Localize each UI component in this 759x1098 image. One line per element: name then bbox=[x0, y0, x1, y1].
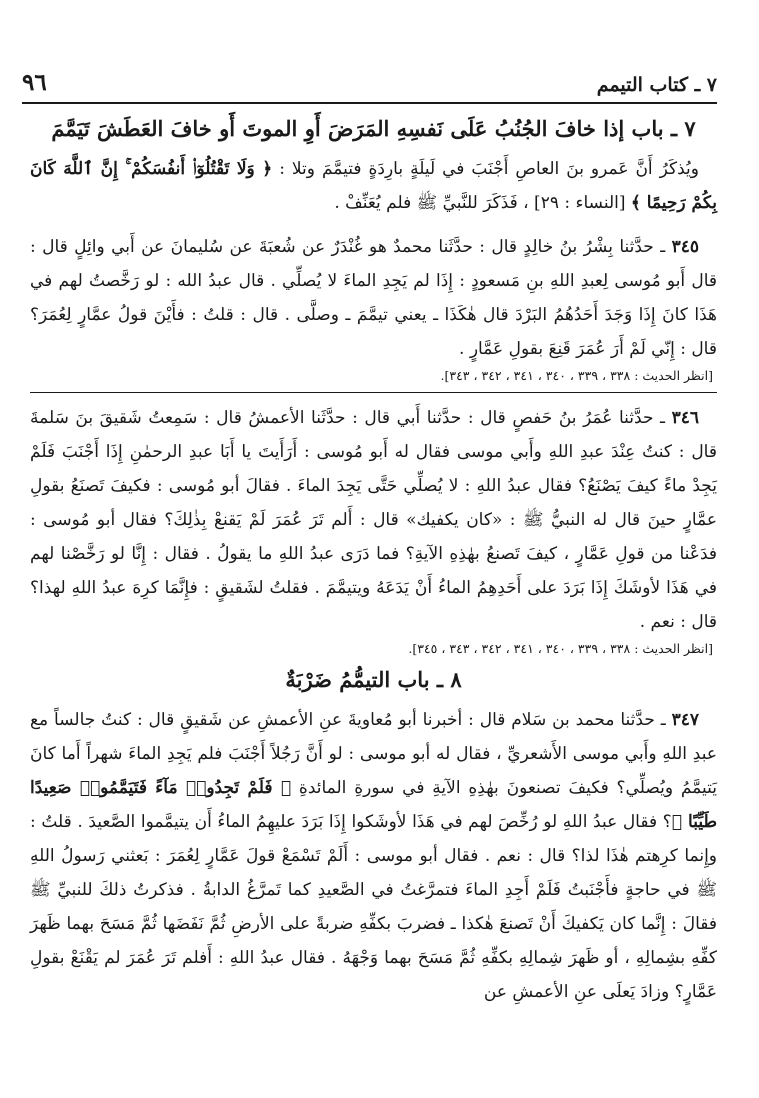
hadith-347-text-b: ؟ فقال عبدُ اللهِ لو رُخِّصَ لهم في هَذَا لأوشَكوا إِذَا بَرَدَ عليهِمُ الماءُ أَن يتيمَّموا الصَّعيدَ . قلتُ : وإِنما كرِهتم هٰذَا لذا؟ قال : نعم . فقال أبو موسى : أَلَمْ تَسْمَعْ قولَ عَمَّارٍ لِعُمَرَ : بَعثني رَسولُ اللهِ ﷺ في حاجةٍ فأَجْنَبتُ فَلَمْ أَجِدِ الماءَ فتمرَّغتُ في الصَّعيدِ كما تَمرَّغُ الدابةُ . فذكرتُ ذلكَ للنبيِّ ﷺ فقالَ : إِنَّما كان يَكفيكَ أَنْ تَصنعَ هٰكذا ـ فضربَ بكفِّهِ ضربةً على الأرضِ ثُمَّ نَفَضَها ثُمَّ مَسَحَ بهما ظَهرَ كفِّهِ بشِمالِهِ ، أو ظَهرَ شِمالِهِ بكفِّهِ ثُمَّ مَسَحَ بهما وَجْهَهُ . فقال عبدُ اللهِ : أَفلم تَرَ عُمَرَ لم يَقْنَعْ بقولِ عَمَّارٍ؟ وزادَ يَعلَى عنِ الأعمشِ عن bbox=[30, 812, 717, 1002]
page-number: ٩٦ bbox=[22, 69, 47, 96]
hadith-347-text-a: ـ حدَّثنا محمد بن سَلام قال : أخبرنا أبو مُعاويةَ عنِ الأعمشِ عن شَقيقٍ قال : كنتُ جالساً مع عبدِ اللهِ وأَبي موسى الأَشعريِّ ، فقال له أبو موسى : لو أَنَّ رَجُلاً أَجْنَبَ فلم يَجِدِ الماءَ شهراً أَما كانَ يَتيمَّمُ ويُصلِّي؟ فكيفَ تصنعونَ بهٰذِهِ الآيةِ في سورةِ المائدةِ bbox=[30, 710, 717, 798]
hadith-347 bbox=[30, 703, 717, 1009]
hadith-346-number: ٣٤٦ bbox=[671, 408, 700, 428]
hadith-345-crossref: [انظر الحديث : ٣٣٨ ، ٣٣٩ ، ٣٤٠ ، ٣٤١ ، ٣٤٢ ، ٣٤٣]. bbox=[440, 368, 713, 383]
chapter-7-heading: ٧ ـ باب إذا خافَ الجُنُبُ عَلَى نَفسِهِ المَرَضَ أَوِ الموتَ أَو خافَ العَطَشَ تَيَمَّمَ bbox=[51, 116, 696, 141]
hadith-347-number: ٣٤٧ bbox=[671, 710, 699, 730]
hadith-346 bbox=[30, 401, 717, 639]
quran-quote-maidah: ﴿ فَلَمْ تَجِدُوا۟ مَآءً فَتَيَمَّمُوا۟ صَعِيدًا طَيِّبًا ﴾ bbox=[30, 778, 717, 832]
running-title: ٧ ـ كتاب التيمم bbox=[596, 74, 717, 96]
hadith-345-text: ـ حدَّثنا بِشْرُ بنُ خالِدٍ قال : حدَّثَنا محمدٌ هو غُنْدَرٌ عن شُعبَةَ عن سُليمانَ عن أَبي وائِلٍ قال : قال أَبو مُوسى لِعبدِ اللهِ بنِ مَسعودٍ : إِذَا لم يَجِدِ الماءَ لا يُصلِّي . قال عبدُ الله : لو رَخَّصتُ لهم في هَذَا كانَ إِذَا وَجَدَ أَحَدُهُمُ البَرْدَ قال هٰكَذَا ـ يعني تيمَّمَ ـ وصلَّى . قال : قلتُ : فأَيْنَ قولُ عمَّارٍ لِعُمَرَ؟ قال : إِنّي لَمْ أَرَ عُمَرَ قَنِعَ بقولِ عَمَّارٍ . bbox=[30, 237, 717, 359]
chapter-8-heading: ٨ ـ باب التيمُّمُ ضَرْبَةٌ bbox=[285, 667, 462, 692]
chapter-7-text-b: [النساء : ٢٩] ، فَذَكَرَ للنَّبيِّ ﷺ فلم يُعَنِّفْ . bbox=[334, 193, 626, 213]
chapter-7-text bbox=[30, 152, 717, 220]
chapter-7-text-a: ويُذكَرُ أَنَّ عَمرو بنَ العاصِ أَجْنَبَ في لَيلَةٍ بارِدَةٍ فتيمَّمَ وتلا : bbox=[279, 159, 699, 179]
hadith-346-crossref: [انظر الحديث : ٣٣٨ ، ٣٣٩ ، ٣٤٠ ، ٣٤١ ، ٣٤٢ ، ٣٤٣ ، ٣٤٥]. bbox=[408, 641, 713, 656]
quran-quote-nisa: ﴿ وَلَا تَقْتُلُوٓا۟ أَنفُسَكُمْ ۚ إِنَّ ٱللَّهَ كَانَ بِكُمْ رَحِيمًا ﴾ bbox=[30, 159, 717, 213]
section-divider bbox=[30, 392, 717, 393]
page-header bbox=[22, 62, 717, 104]
hadith-346-text: ـ حدَّثنا عُمَرُ بنُ حَفصٍ قال : حدَّثنا أَبي قال : حدَّثَنا الأعمشُ قال : سَمِعتُ شَقيقَ بنَ سَلمةَ قال : كنتُ عِنْدَ عبدِ اللهِ وأَبي موسى فقال له أَبو مُوسى : أَرَأَيتَ يا أَبَا عبدِ الرحمٰنِ إِذَا أَجْنَبَ فَلَمْ يَجِدْ ماءً كيفَ يَصْنَعُ؟ فقال عبدُ اللهِ : لا يُصلِّي حَتَّى يَجِدَ الماءَ . فقالَ أبو مُوسى : فكيفَ تَصنَعُ بقولِ عمَّارٍ حينَ قال له النبيُّ ﷺ : «كان يكفيك» قال : أَلم تَرَ عُمَرَ لَمْ يَقنعْ بِذٰلِكَ؟ فقال أبو مُوسى : فدَعْنا من قولِ عَمَّارٍ ، كيفَ تَصنعُ بهٰذِهِ الآيةِ؟ فما دَرَى عبدُ اللهِ ما يقولُ . فقال : إِنَّا لو رَخَّصْنا لهم في هَذَا لأوشَكَ إِذَا بَرَدَ على أَحَدِهِمُ الماءُ أَنْ يَدَعَهُ ويتيمَّمَ . فقلتُ لشَقيقٍ : فإِنَّمَا كرِهَ عبدُ اللهِ لهذا؟ قال : نعم . bbox=[30, 408, 717, 632]
hadith-345 bbox=[30, 230, 717, 366]
hadith-345-number: ٣٤٥ bbox=[671, 237, 699, 257]
page-content bbox=[30, 112, 717, 1009]
